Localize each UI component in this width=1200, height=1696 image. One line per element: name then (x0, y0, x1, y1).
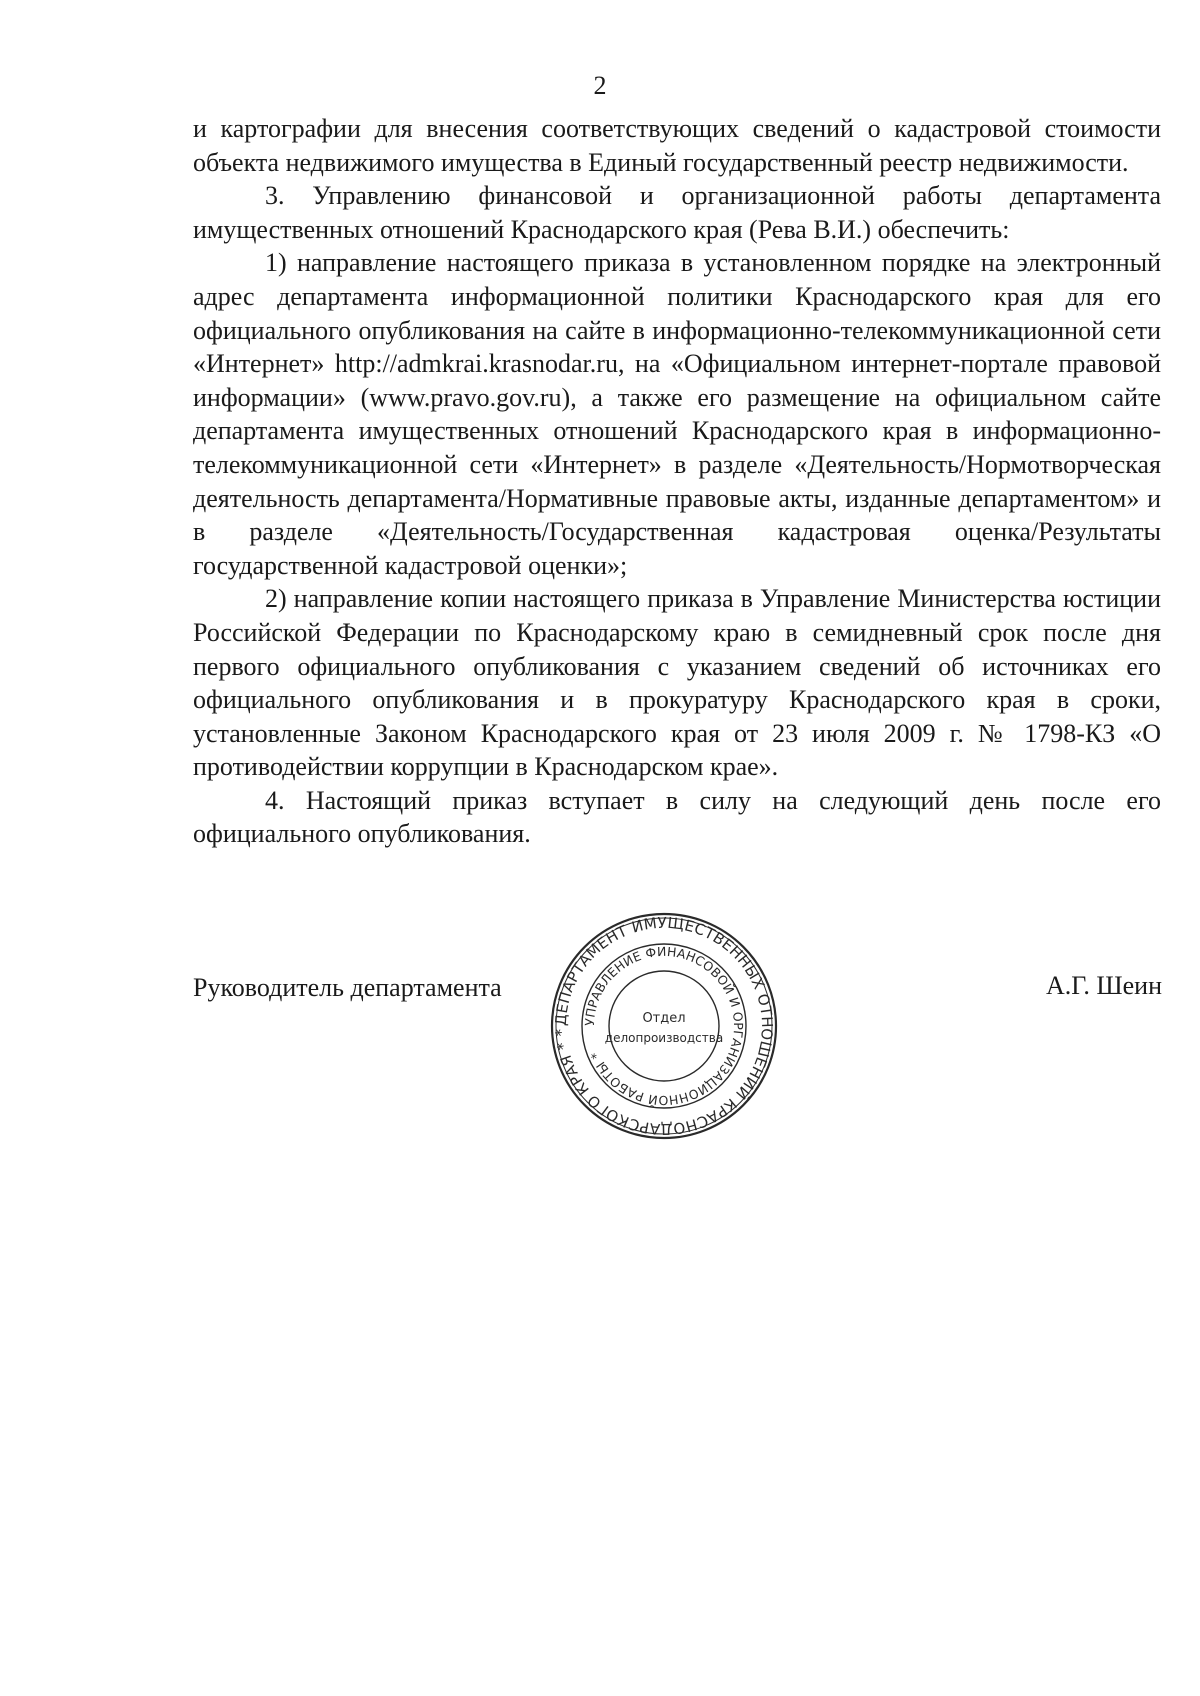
seal-inner-ring (609, 971, 719, 1081)
seal-center-line-2: делопроизводства (604, 1031, 724, 1045)
signatory-name: А.Г. Шеин (1046, 971, 1162, 1000)
document-body (193, 112, 1161, 851)
paragraph-item-3: 3. Управлению финансовой и организационной работы департамента имущественных отношений Краснодарского края (Рева В.И.) обеспечить: (193, 181, 1161, 244)
seal-inner-text: УПРАВЛЕНИЕ ФИНАНСОВОЙ И ОРГАНИЗАЦИОННОЙ РАБОТЫ * (581, 943, 747, 1109)
paragraph-subitem-1: 1) направление настоящего приказа в установленном порядке на электронный адрес департамента информационной политики Краснодарского края для его официального опубликования на сайте в информационно-телекоммуникационной сети «Интернет» http://admkrai.krasnodar.ru, на «Официальном интернет-портале правовой информации» (www.pravo.gov.ru), а также его размещение на официальном сайте департамента имущественных отношений Краснодарского края в информационно-телекоммуникационной сети «Интернет» в разделе «Деятельность/Нормотворческая деятельность департамента/Нормативные правовые акты, изданные департаментом» и в разделе «Деятельность/Государственная кадастровая оценка/Результаты государственной кадастровой оценки»; (193, 248, 1161, 580)
paragraph-item-4: 4. Настоящий приказ вступает в силу на следующий день после его официального опубликования. (193, 785, 1161, 849)
page-number: 2 (593, 71, 607, 100)
seal-graphic (548, 910, 780, 1142)
seal-outer-text: ДЕПАРТАМЕНТ ИМУЩЕСТВЕННЫХ ОТНОШЕНИЙ КРАСНОДАРСКОГО КРАЯ * * (551, 913, 777, 1139)
paragraph-subitem-2: 2) направление копии настоящего приказа в Управление Министерства юстиции Российской Федерации по Краснодарскому краю в семидневный срок после дня первого официального опубликования с указанием сведений об источниках его официального опубликования и в прокуратуру Краснодарского края в сроки, установленные Законом Краснодарского края от 23 июля 2009 г. № 1798-КЗ «О противодействии коррупции в Краснодарском крае». (193, 584, 1161, 782)
official-seal (548, 910, 780, 1142)
seal-center-line-1: Отдел (642, 1011, 686, 1026)
signatory-position: Руководитель департамента (193, 973, 502, 1002)
paragraph-continuation: и картографии для внесения соответствующих сведений о кадастровой стоимости объекта недвижимого имущества в Единый государственный реестр недвижимости. (193, 114, 1161, 177)
